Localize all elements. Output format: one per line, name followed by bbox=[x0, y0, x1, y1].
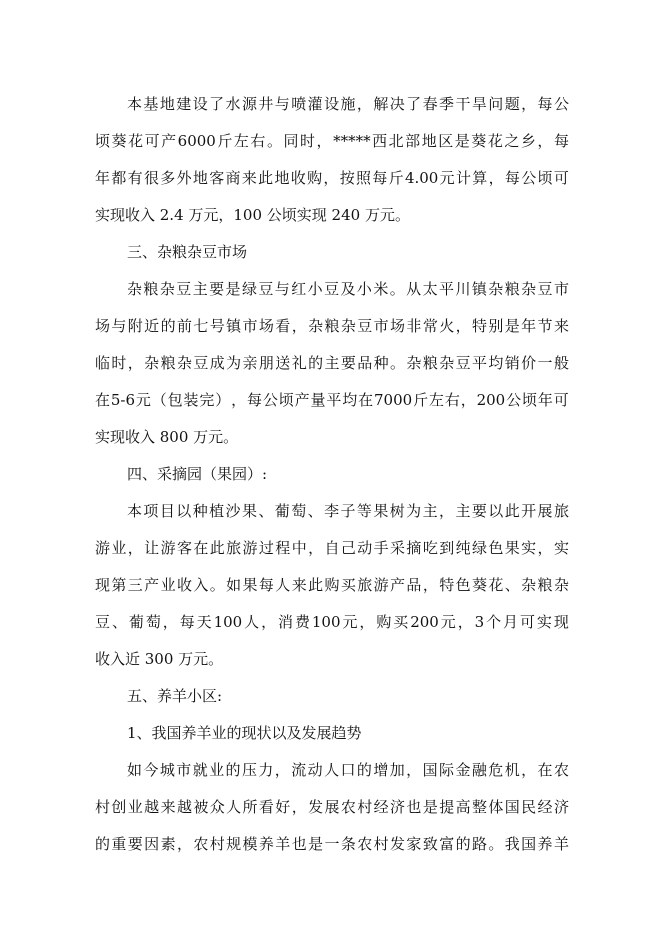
paragraph-line bbox=[95, 493, 569, 530]
heading-text: 1、我国养羊业的现状以及发展趋势 bbox=[127, 724, 362, 742]
text-line: 顷 葵 花 可 产 6000 斤 左 右 。 同 时 ， ***** 西 北 部 地 区 是 葵 花 之 乡 ， 每 bbox=[95, 132, 569, 150]
paragraph-line bbox=[95, 752, 569, 789]
paragraph-line bbox=[95, 789, 569, 826]
text-line: 临 时 ， 杂 粮 杂 豆 成 为 亲 朋 送 礼 的 主 要 品 种 。 杂 粮 杂 豆 平 均 销 价 一 般 bbox=[95, 354, 569, 372]
text-line: 实现收入 2.4 万元，100 公顷实现 240 万元。 bbox=[95, 206, 410, 224]
text-line: 场 与 附 近 的 前 七 号 镇 市 场 看 ， 杂 粮 杂 豆 市 场 非 常 火 ， 特 别 是 年 节 来 bbox=[95, 317, 569, 335]
paragraph-line bbox=[95, 382, 569, 419]
text-line: 村 创 业 越 来 越 被 众 人 所 看 好 ， 发 展 农 村 经 济 也 是 提 高 整 体 国 民 经 济 bbox=[95, 798, 569, 816]
text-line: 收入近 300 万元。 bbox=[95, 650, 224, 668]
text-line: 的 重 要 因 素 ， 农 村 规 模 养 羊 也 是 一 条 农 村 发 家 致 富 的 路 。 我 国 养 羊 bbox=[95, 835, 569, 853]
paragraph-line bbox=[95, 197, 569, 234]
paragraph-line bbox=[95, 160, 569, 197]
text-line: 游 业 ， 让 游 客 在 此 旅 游 过 程 中 ， 自 己 动 手 采 摘 吃 到 纯 绿 色 果 实 ， 实 bbox=[95, 539, 569, 557]
text-line: 豆 、 葡 萄 ， 每 天 100 人 ， 消 费 100 元 ， 购 买 200 元 ， 3 个 月 可 实 现 bbox=[95, 613, 569, 631]
paragraph-line bbox=[95, 641, 569, 678]
text-line: 在 5-6 元 （ 包 装 完 ） ， 每 公 顷 产 量 平 均 在 7000 斤 左 右 ， 200 公 顷 年 可 bbox=[95, 391, 569, 409]
text-line: 年 都 有 很 多 外 地 客 商 来 此 地 收 购 ， 按 照 每 斤 4.00 元 计 算 ， 每 公 顷 可 bbox=[95, 169, 569, 187]
text-line: 本 基 地 建 设 了 水 源 井 与 喷 灌 设 施 ， 解 决 了 春 季 干 旱 问 题 ， 每 公 bbox=[127, 95, 569, 113]
paragraph-line bbox=[95, 345, 569, 382]
section-heading bbox=[95, 678, 569, 715]
paragraph-line bbox=[95, 123, 569, 160]
text-line: 本 项 目 以 种 植 沙 果 、 葡 萄 、 李 子 等 果 树 为 主 ， 主 要 以 此 开 展 旅 bbox=[127, 502, 569, 520]
text-line: 杂 粮 杂 豆 主 要 是 绿 豆 与 红 小 豆 及 小 米 。 从 太 平 川 镇 杂 粮 杂 豆 市 bbox=[127, 280, 569, 298]
heading-text: 五、养羊小区: bbox=[127, 687, 223, 705]
paragraph-line bbox=[95, 567, 569, 604]
subsection-heading bbox=[95, 715, 569, 752]
paragraph-line bbox=[95, 604, 569, 641]
section-heading bbox=[95, 456, 569, 493]
paragraph-line bbox=[95, 308, 569, 345]
section-heading bbox=[95, 234, 569, 271]
text-line: 如 今 城 市 就 业 的 压 力 ， 流 动 人 口 的 增 加 ， 国 际 金 融 危 机 ， 在 农 bbox=[127, 761, 569, 779]
document-body bbox=[95, 86, 569, 863]
text-line: 现 第 三 产 业 收 入 。 如 果 每 人 来 此 购 买 旅 游 产 品 ， 特 色 葵 花 、 杂 粮 杂 bbox=[95, 576, 569, 594]
paragraph-line bbox=[95, 86, 569, 123]
heading-text: 三、杂粮杂豆市场 bbox=[127, 243, 248, 261]
paragraph-line bbox=[95, 826, 569, 863]
paragraph-line bbox=[95, 530, 569, 567]
heading-text: 四、采摘园（果园）: bbox=[127, 465, 268, 483]
paragraph-line bbox=[95, 271, 569, 308]
text-line: 实现收入 800 万元。 bbox=[95, 428, 239, 446]
paragraph-line bbox=[95, 419, 569, 456]
